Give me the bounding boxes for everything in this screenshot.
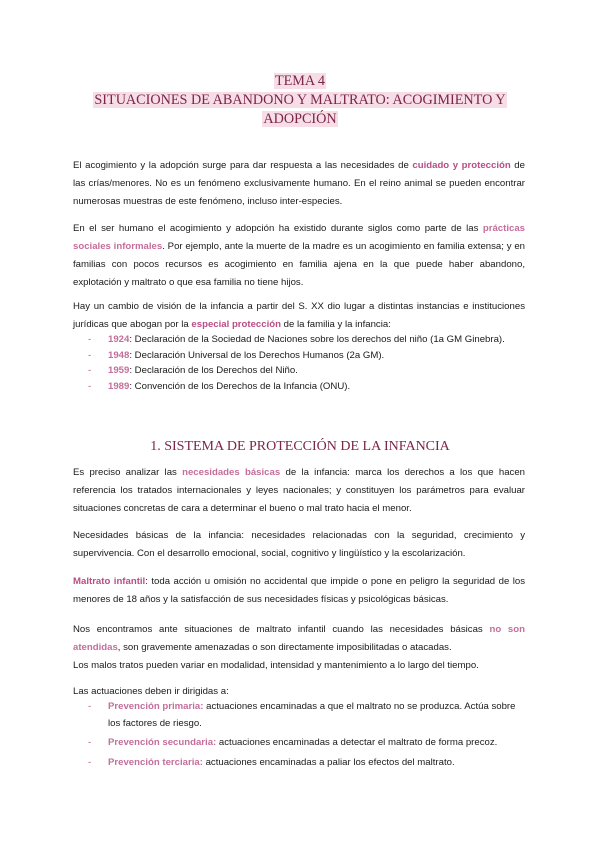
highlight-necesidades: necesidades básicas [182,467,281,478]
section-heading: 1. SISTEMA DE PROTECCIÓN DE LA INFANCIA [150,439,450,454]
document-title [60,72,540,129]
list-item: - 1959: Declaración de los Derechos del Niño. [88,365,298,376]
list-item: - 1924: Declaración de la Sociedad de Naciones sobre los derechos del niño (1a GM Ginebra). [88,334,505,345]
intro-paragraph-3: Hay un cambio de visión de la infancia a partir del S. XX dio lugar a distintas instancias e instituciones jurídicas que abogan por la especial protección de la familia y la infancia: [73,301,525,330]
list-item: - 1948: Declaración Universal de los Derechos Humanos (2a GM). [88,349,385,361]
highlight-especial-proteccion: especial protección [191,319,281,330]
section-paragraph-3: Maltrato infantil: toda acción u omisión no accidental que impide o pone en peligro la seguridad de los menores de 18 años y la satisfacción de sus necesidades físicas y psicológicas básicas. [73,576,526,605]
section-paragraph-4: Nos encontramos ante situaciones de maltrato infantil cuando las necesidades básicas no son atendidas, son gravemente amenazadas o son directamente imposibilitadas o atacadas. Los malos tratos pueden variar en modalidad, intensidad y mantenimiento a lo largo del tiempo. [73,624,525,671]
list-item: - Prevención secundaria: actuaciones encaminadas a detectar el maltrato de forma precoz. [88,737,498,748]
list-item: - 1989: Convención de los Derechos de la Infancia (ONU). [88,380,351,392]
highlight-no-atendidas: no son atendidas [73,624,525,653]
title-line-1: TEMA 4 [274,73,326,89]
intro-paragraph-2: En el ser humano el acogimiento y adopción ha existido durante siglos como parte de las prácticas sociales informales. Por ejemplo, ante la muerte de la madre es un acogimiento en familia extensa; y en familias con pocos recursos es acogimiento en familia ajena en la que puede haber abandono, explotación y maltrato o que esa familia no tiene hijos. [73,223,525,288]
highlight-cuidado: cuidado y protección [412,160,511,171]
section-paragraph-5: Las actuaciones deben ir dirigidas a: [73,686,229,697]
highlight-maltrato: Maltrato infantil [73,576,146,587]
list-item: - Prevención terciaria: actuaciones encaminadas a paliar los efectos del maltrato. [88,756,455,768]
milestones-list [88,332,528,394]
intro-paragraph-1: El acogimiento y la adopción surge para dar respuesta a las necesidades de cuidado y protección de las crías/menores. No es un fenómeno exclusivamente humano. En el reino animal se pueden encontrar numerosas muestras de este fenómeno, incluso inter-especies. [73,160,525,207]
title-line-3: ADOPCIÓN [263,111,337,127]
section-paragraph-2: Necesidades básicas de la infancia: necesidades relacionadas con la seguridad, crecimiento y supervivencia. Con el desarrollo emocional, social, cognitivo y lingüístico y la escolarización. [73,530,525,559]
prevention-list [88,699,528,774]
list-item: - Prevención primaria: actuaciones encaminadas a que el maltrato no se produzca. Actúa sobre los factores de riesgo. [88,701,516,729]
title-line-2: SITUACIONES DE ABANDONO Y MALTRATO: ACOGIMIENTO Y [94,92,506,108]
section-paragraph-1: Es preciso analizar las necesidades básicas de la infancia: marca los derechos a los que hacen referencia los tratados internacionales y leyes nacionales; y constituyen los parámetros para evaluar situaciones concretas de cara a determinar el bueno o mal trato hacia el menor. [73,467,526,514]
highlight-practicas: prácticas sociales informales [73,223,525,252]
